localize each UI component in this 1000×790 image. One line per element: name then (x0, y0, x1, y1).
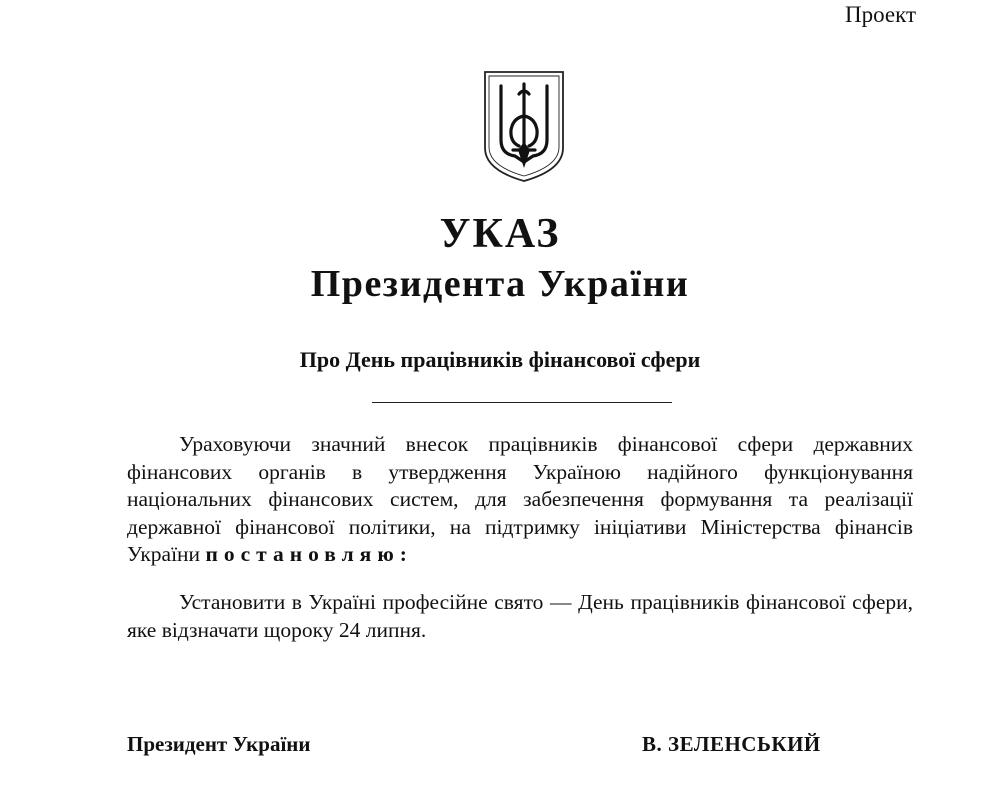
decree-operative-clause (127, 589, 913, 644)
trident-coat-of-arms-icon (483, 70, 565, 183)
decree-issuer: Президента України (310, 263, 690, 305)
signature-name: В. ЗЕЛЕНСЬКИЙ (642, 732, 821, 756)
operative-text: Установити в Україні професійне свято — День працівників фінансової сфери, яке відзначати щороку 24 липня. (127, 590, 913, 642)
preamble-text: Ураховуючи значний внесок працівників фінансової сфери державних фінансових органів в утвердження Україною надійного функціонування національних фінансових систем, для забезпечення формування та реалізації державної фінансової політики, на підтримку ініціативи Міністерства фінансів України (127, 432, 913, 566)
divider (372, 402, 672, 403)
signature-title: Президент України (127, 732, 311, 756)
draft-mark: Проект (844, 2, 916, 27)
resolve-word: постановляю (205, 542, 400, 566)
decree-preamble (127, 431, 913, 569)
decree-subject: Про День працівників фінансової сфери (299, 347, 701, 372)
resolve-colon: : (399, 542, 407, 566)
decree-title: УКАЗ (439, 211, 561, 257)
